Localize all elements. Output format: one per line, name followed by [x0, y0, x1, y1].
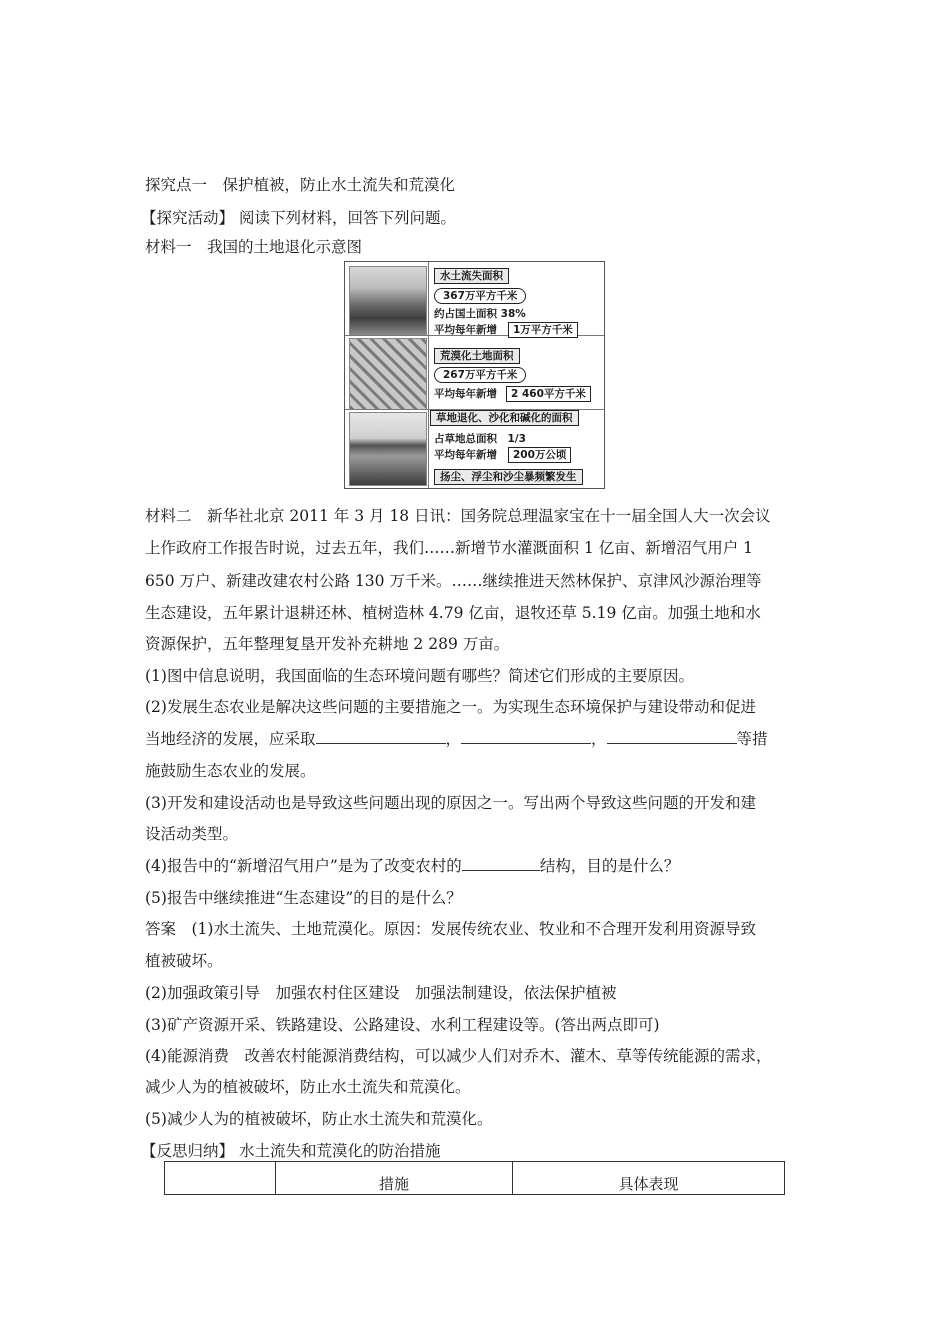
activity-text: 阅读下列材料，回答下列问题。 [238, 209, 456, 227]
desert-area: 267万平方千米 [434, 367, 526, 383]
grassland-title: 草地退化、沙化和碱化的面积 [430, 410, 579, 426]
table-header-cell [165, 1162, 276, 1195]
activity-line [141, 208, 456, 228]
desertification-photo [349, 338, 427, 410]
section-title: 探究点一 保护植被，防止水土流失和荒漠化 [145, 176, 456, 194]
question-3-line2: 设活动类型。 [145, 825, 239, 843]
desert-increase-label: 平均每年新增 [434, 388, 497, 400]
land-degradation-figure [344, 261, 605, 489]
measures-table [164, 1161, 785, 1195]
reflection-text: 水土流失和荒漠化的防治措施 [238, 1142, 441, 1160]
reflection-tag: 【反思归纳】 [141, 1142, 235, 1160]
answer-blank[interactable] [461, 729, 591, 744]
table-header-row [165, 1162, 785, 1195]
desert-title: 荒漠化土地面积 [434, 348, 520, 364]
answer-blank[interactable] [462, 856, 540, 871]
comma: ， [445, 730, 462, 748]
material2-line: 资源保护，五年整理复垦开发补充耕地 2 289 万亩。 [145, 635, 510, 653]
question-1: (1)图中信息说明，我国面临的生态环境问题有哪些？简述它们形成的主要原因。 [145, 667, 694, 685]
grassland-increase-label: 平均每年新增 [434, 449, 497, 461]
question-2-line1: (2)发展生态农业是解决这些问题的主要措施之一。为实现生态环境保护与建设带动和促进 [145, 698, 756, 716]
answer-4-line2: 减少人为的植被破坏，防止水土流失和荒漠化。 [145, 1078, 471, 1096]
desert-increase-value: 2 460平方千米 [506, 386, 591, 402]
activity-tag: 【探究活动】 [141, 209, 235, 227]
answer-3: (3)矿产资源开采、铁路建设、公路建设、水利工程建设等。(答出两点即可) [145, 1016, 660, 1034]
erosion-increase-value: 1万平方千米 [508, 322, 578, 338]
grassland-increase-value: 200万公顷 [508, 447, 571, 463]
answer-4-line1: (4)能源消费 改善农村能源消费结构，可以减少人们对乔木、灌木、草等传统能源的需求， [145, 1047, 772, 1065]
material2-line: 650 万户、新建改建农村公路 130 万千米。……继续推进天然林保护、京津风沙源治理等 [145, 572, 762, 590]
erosion-share: 约占国土面积 38% [434, 308, 526, 320]
comma: ， [591, 730, 607, 748]
answer-5: (5)减少人为的植被破坏，防止水土流失和荒漠化。 [145, 1110, 493, 1128]
erosion-title: 水土流失面积 [434, 268, 509, 284]
question-2-line2 [145, 729, 768, 749]
erosion-area: 367万平方千米 [434, 288, 526, 304]
soil-erosion-photo [349, 266, 427, 336]
question-2-text: 当地经济的发展，应采取 [145, 730, 316, 748]
question-3-line1: (3)开发和建设活动也是导致这些问题出现的原因之一。写出两个导致这些问题的开发和建 [145, 794, 756, 812]
answer-blank[interactable] [316, 729, 446, 744]
material1-label: 材料一 我国的土地退化示意图 [145, 238, 363, 256]
figure-divider [428, 262, 429, 488]
material2-line: 材料二 新华社北京 2011 年 3 月 18 日讯：国务院总理温家宝在十一届全国人大一次会议 [145, 507, 771, 525]
answer-1-line1: 答案 (1)水土流失、土地荒漠化。原因：发展传统农业、牧业和不合理开发利用资源导致 [145, 920, 756, 938]
material2-line: 上作政府工作报告时说，过去五年，我们……新增节水灌溉面积 1 亿亩、新增沼气用户 1 [145, 539, 754, 557]
answer-1-line2: 植被破坏。 [145, 952, 223, 970]
table-header-cell: 具体表现 [513, 1162, 785, 1195]
grassland-degradation-photo [349, 412, 427, 486]
question-4 [145, 856, 679, 876]
erosion-increase-label: 平均每年新增 [434, 324, 497, 336]
question-4-text: (4)报告中的“新增沼气用户”是为了改变农村的 [145, 857, 462, 875]
reflection-line [141, 1141, 440, 1161]
answer-2: (2)加强政策引导 加强农村住区建设 加强法制建设，依法保护植被 [145, 984, 617, 1002]
question-2-line3: 施鼓励生态农业的发展。 [145, 762, 316, 780]
table-header-cell: 措施 [276, 1162, 513, 1195]
question-2-text-end: 等措 [736, 730, 768, 748]
grassland-share: 占草地总面积 1/3 [434, 433, 526, 445]
question-4-text-end: 结构，目的是什么？ [539, 857, 680, 875]
answer-blank[interactable] [607, 729, 737, 744]
dust-note: 扬尘、浮尘和沙尘暴频繁发生 [434, 469, 583, 485]
material2-line: 生态建设，五年累计退耕还林、植树造林 4.79 亿亩，退牧还草 5.19 亿亩。加强土地和水 [145, 604, 761, 622]
question-5: (5)报告中继续推进“生态建设”的目的是什么？ [145, 889, 462, 907]
